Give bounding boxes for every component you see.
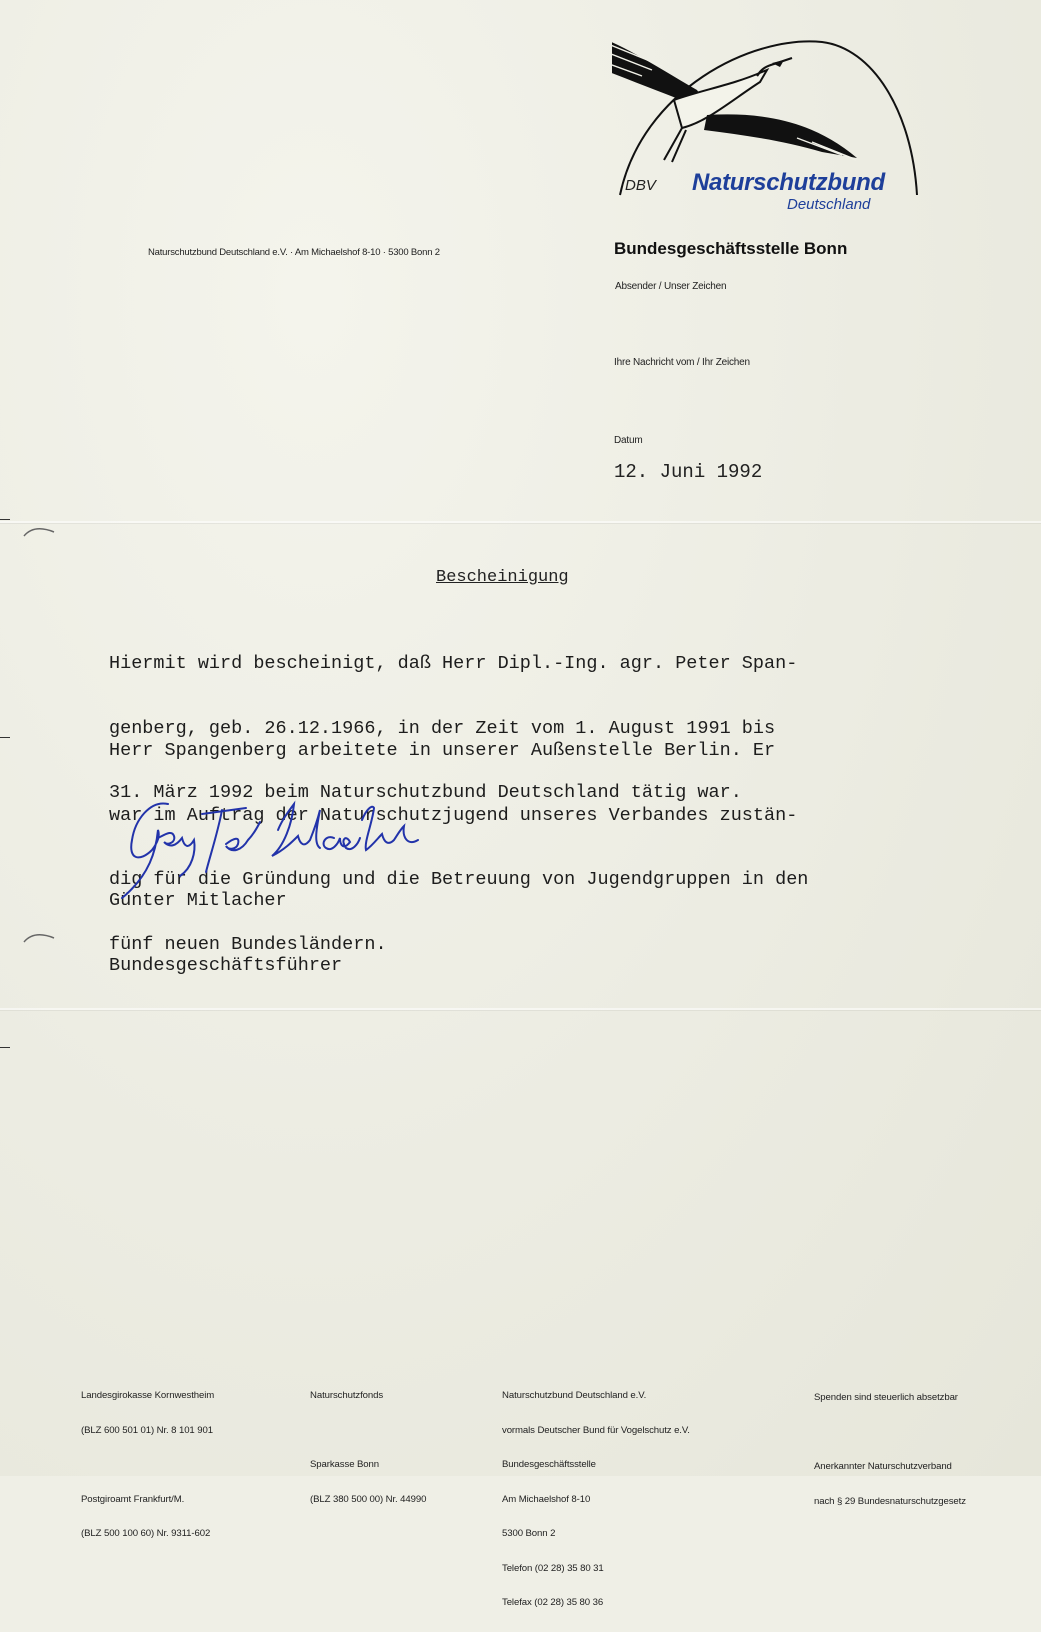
handwritten-signature bbox=[110, 790, 430, 905]
footer-line: Anerkannter Naturschutzverband bbox=[814, 1461, 952, 1472]
footer-line: Am Michaelshof 8-10 bbox=[502, 1493, 591, 1505]
footer-line: Bundesgeschäftsstelle bbox=[502, 1459, 596, 1470]
footer-line: Naturschutzfonds bbox=[310, 1390, 384, 1401]
footer-line bbox=[81, 1459, 214, 1471]
signer-title: Bundesgeschäftsführer bbox=[109, 954, 343, 976]
text-line: war im Auftrag der Naturschutzjugend unseres Verbandes zustän- bbox=[109, 804, 798, 826]
punch-hole bbox=[20, 928, 60, 946]
footer-line: vormals Deutscher Bund für Vogelschutz e.V. bbox=[502, 1424, 690, 1436]
footer-line: Spenden sind steuerlich absetzbar bbox=[814, 1392, 958, 1403]
footer-line: Naturschutzbund Deutschland e.V. bbox=[502, 1390, 647, 1401]
text-line: dig für die Gründung und die Betreuung von Jugendgruppen in den bbox=[109, 869, 809, 890]
footer-line: Landesgirokasse Kornwestheim bbox=[81, 1390, 215, 1401]
datum-label: Datum bbox=[614, 435, 643, 446]
footer-line: 5300 Bonn 2 bbox=[502, 1528, 556, 1539]
footer-line bbox=[814, 1427, 966, 1439]
fold-mark bbox=[0, 1047, 10, 1048]
date-value: 12. Juni 1992 bbox=[614, 461, 763, 483]
dbv-label: DBV bbox=[625, 177, 656, 194]
footer-line bbox=[310, 1425, 426, 1437]
text-line: 31. März 1992 beim Naturschutzbund Deutschland tätig war. bbox=[109, 782, 742, 803]
brand-name: Naturschutzbund bbox=[692, 169, 885, 196]
footer-line: (BLZ 380 500 00) Nr. 44990 bbox=[310, 1493, 427, 1505]
letter-heading: Bescheinigung bbox=[436, 568, 569, 587]
footer-tax-note bbox=[814, 1369, 966, 1530]
text-line: Herr Spangenberg arbeitete in unserer Außenstelle Berlin. Er bbox=[109, 740, 776, 761]
signer-name: Günter Mitlacher bbox=[109, 890, 287, 911]
footer-line: Telefon (02 28) 35 80 31 bbox=[502, 1562, 604, 1574]
fold-line bbox=[0, 521, 1041, 523]
text-line: fünf neuen Bundesländern. bbox=[109, 933, 387, 955]
sender-address-line: Naturschutzbund Deutschland e.V. · Am Michaelshof 8-10 · 5300 Bonn 2 bbox=[148, 247, 440, 258]
footer-line: (BLZ 500 100 60) Nr. 9311-602 bbox=[81, 1528, 211, 1539]
office-title: Bundesgeschäftsstelle Bonn bbox=[614, 239, 848, 258]
fold-mark bbox=[0, 519, 10, 520]
footer-line: Postgiroamt Frankfurt/M. bbox=[81, 1493, 185, 1505]
text-line: genberg, geb. 26.12.1966, in der Zeit vom 1. August 1991 bis bbox=[109, 717, 776, 739]
footer-address bbox=[502, 1367, 690, 1632]
absender-label: Absender / Unser Zeichen bbox=[615, 281, 727, 292]
footer-banking bbox=[81, 1367, 214, 1563]
nachricht-label: Ihre Nachricht vom / Ihr Zeichen bbox=[614, 357, 750, 368]
brand-sub: Deutschland bbox=[787, 196, 871, 213]
fold-mark bbox=[0, 737, 10, 738]
footer-line: nach § 29 Bundesnaturschutzgesetz bbox=[814, 1495, 966, 1507]
text-line: Hiermit wird bescheinigt, daß Herr Dipl.-Ing. agr. Peter Span- bbox=[109, 653, 798, 674]
footer-line: Telefax (02 28) 35 80 36 bbox=[502, 1597, 604, 1608]
footer-fund bbox=[310, 1367, 426, 1528]
footer-line: Sparkasse Bonn bbox=[310, 1459, 379, 1470]
footer-line: (BLZ 600 501 01) Nr. 8 101 901 bbox=[81, 1424, 213, 1436]
punch-hole bbox=[20, 522, 60, 540]
